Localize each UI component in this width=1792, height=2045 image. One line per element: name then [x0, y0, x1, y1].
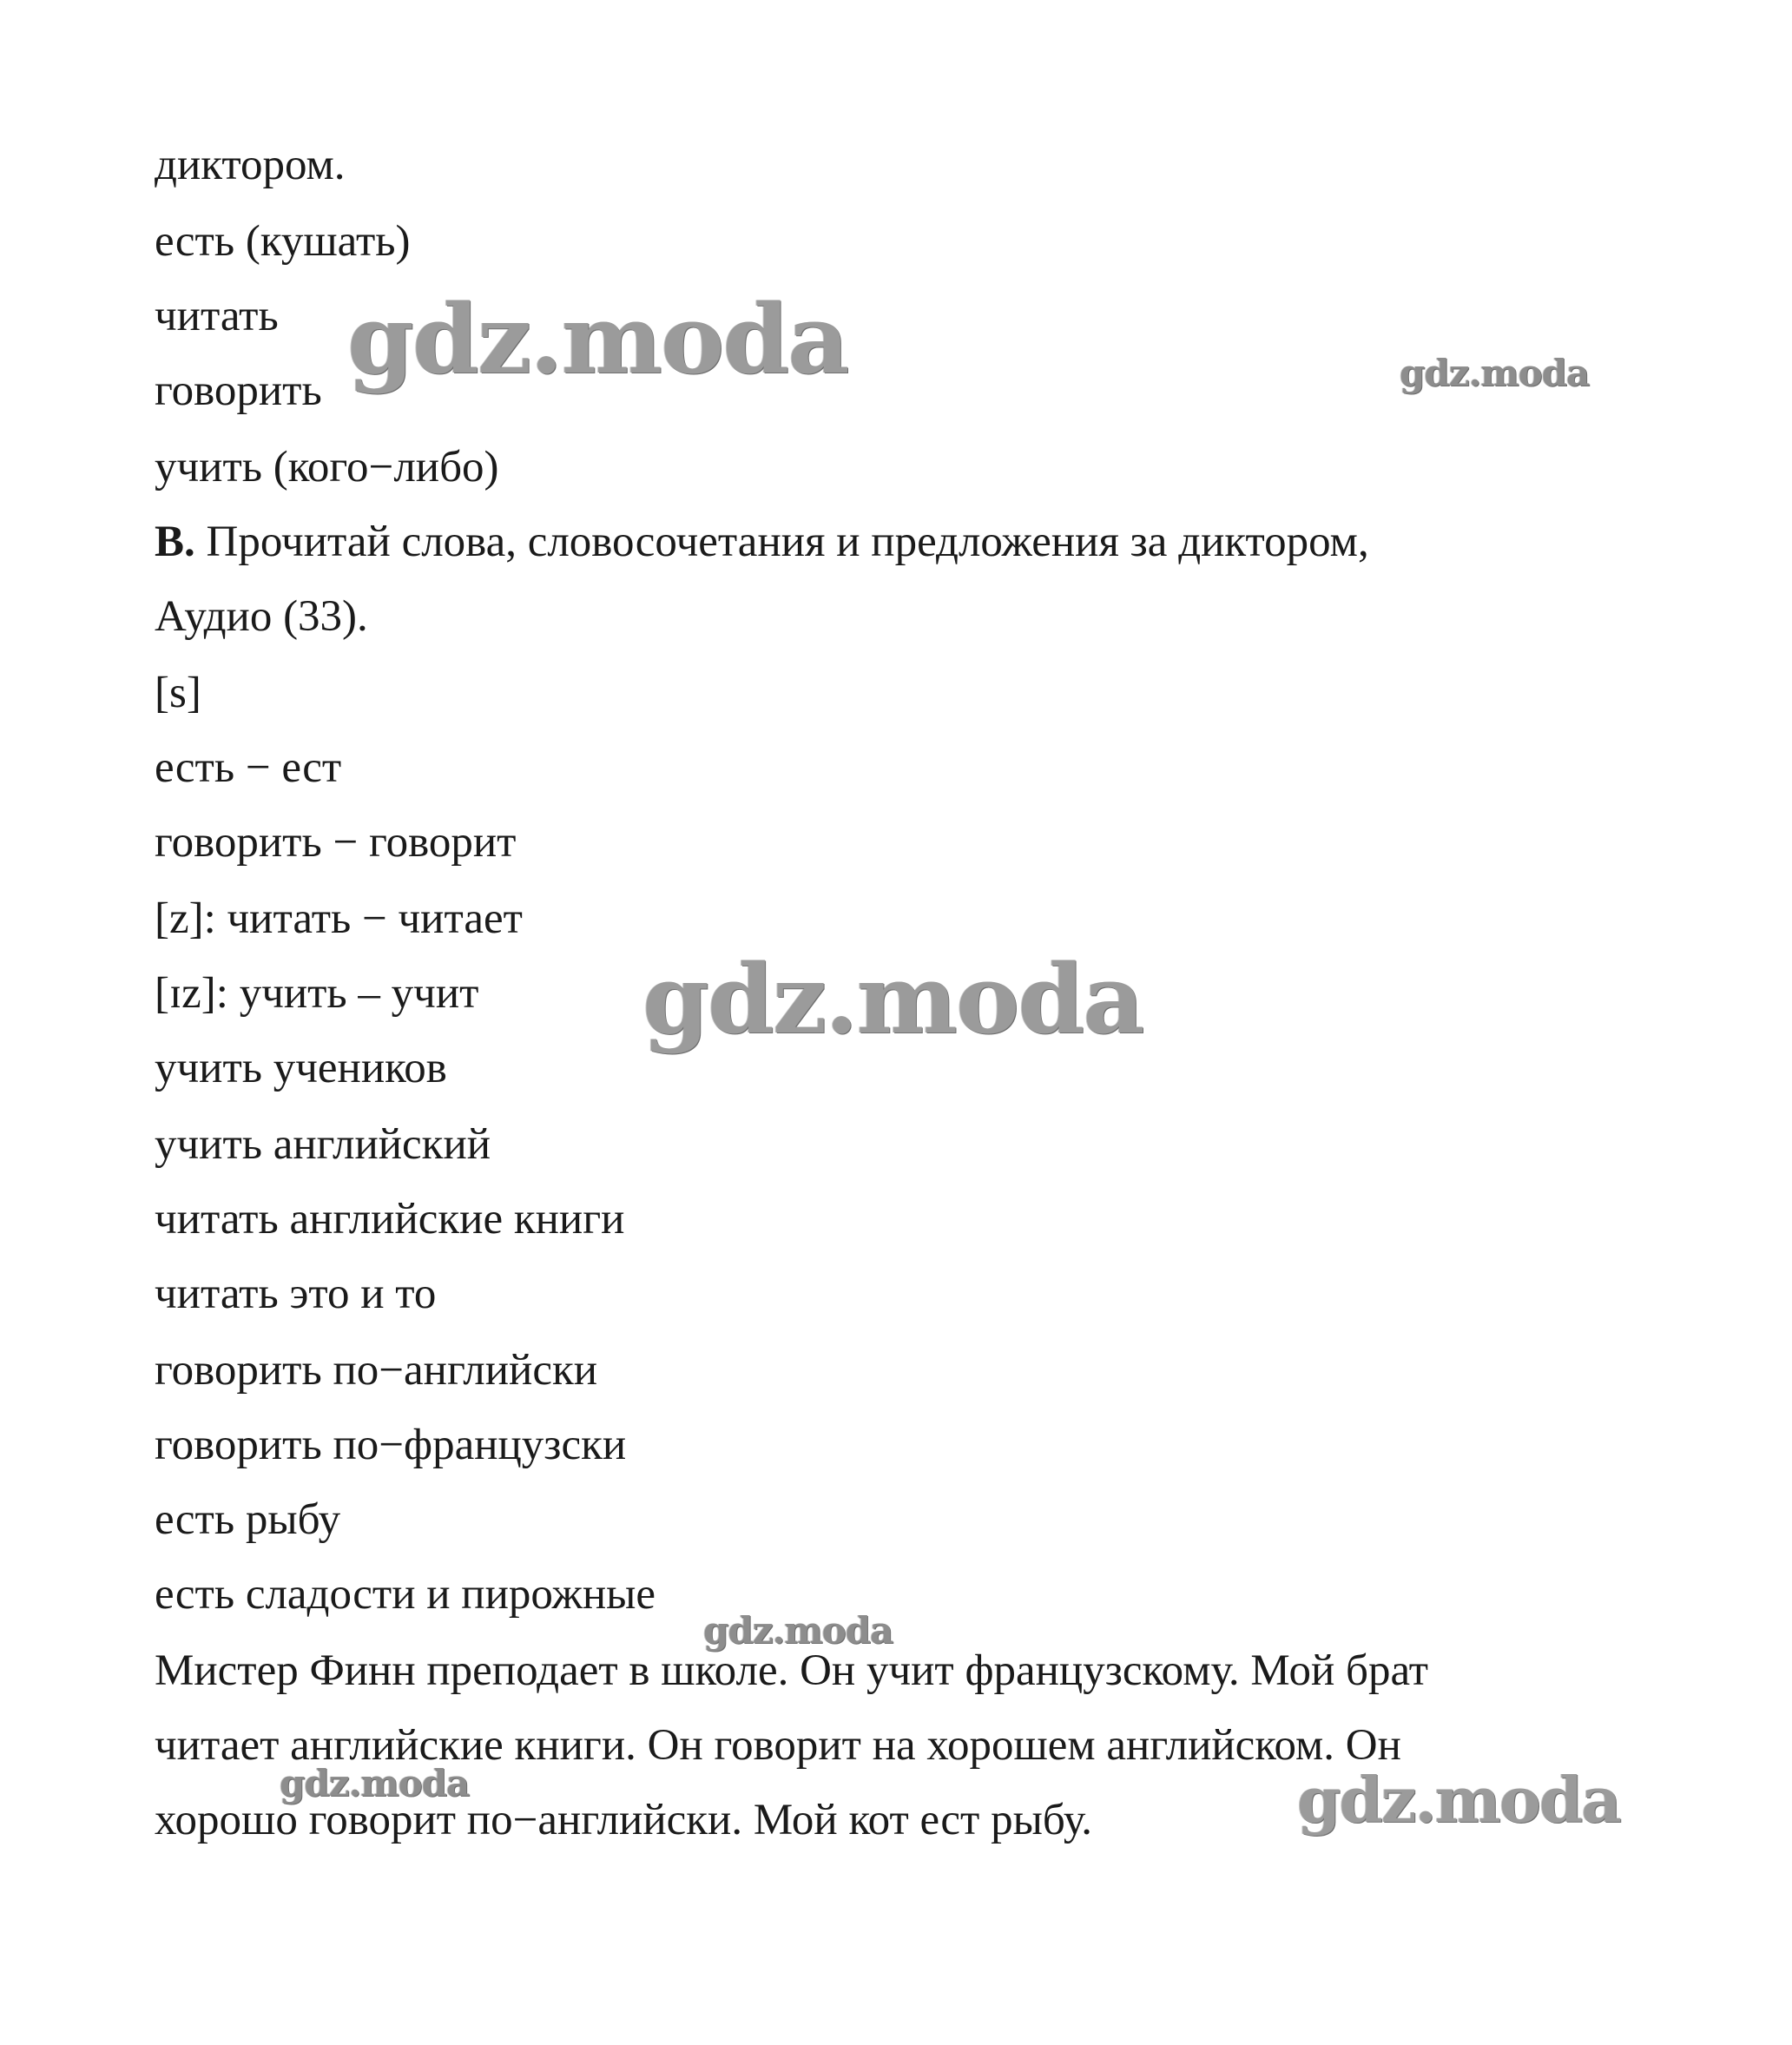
paragraph-line: читает английские книги. Он говорит на хорошем английском. Он — [155, 1721, 1401, 1770]
phonetic-line: говорить по−английски — [155, 1346, 598, 1395]
phonetic-line: говорить по−французски — [155, 1421, 627, 1469]
text-line: учить (кого−либо) — [155, 443, 499, 491]
section-b-audio: Аудио (33). — [155, 592, 368, 641]
watermark: gdz.moda — [703, 1609, 893, 1652]
paragraph-line: хорошо говорит по−английски. Мой кот ест рыбу. — [155, 1796, 1093, 1844]
phonetic-line: [s] — [155, 669, 201, 717]
text-line: читать — [155, 292, 279, 340]
section-b-heading — [155, 516, 1369, 568]
paragraph-line: Мистер Финн преподает в школе. Он учит французскому. Мой брат — [155, 1646, 1429, 1695]
phonetic-line: [z]: читать − читает — [155, 894, 523, 943]
watermark: gdz.moda — [1400, 352, 1590, 394]
text-line: есть (кушать) — [155, 217, 411, 266]
section-b-label: B. — [155, 518, 195, 566]
phonetic-line: читать это и то — [155, 1270, 437, 1318]
phonetic-line: [ɪz]: учить – учит — [155, 969, 479, 1018]
phonetic-line: учить английский — [155, 1120, 491, 1169]
watermark: gdz.moda — [280, 1762, 470, 1804]
watermark: gdz.moda — [347, 283, 848, 395]
phonetic-line: есть − ест — [155, 743, 342, 792]
text-line: говорить — [155, 366, 322, 415]
phonetic-line: есть рыбу — [155, 1495, 341, 1544]
phonetic-line: читать английские книги — [155, 1195, 625, 1243]
section-b-instruction: Прочитай слова, словосочетания и предложения за диктором, — [194, 518, 1369, 566]
watermark: gdz.moda — [1297, 1763, 1620, 1837]
phonetic-line: есть сладости и пирожные — [155, 1570, 656, 1619]
phonetic-line: учить учеников — [155, 1044, 447, 1092]
text-line: диктором. — [155, 141, 346, 189]
watermark: gdz.moda — [642, 943, 1143, 1055]
phonetic-line: говорить − говорит — [155, 818, 517, 867]
